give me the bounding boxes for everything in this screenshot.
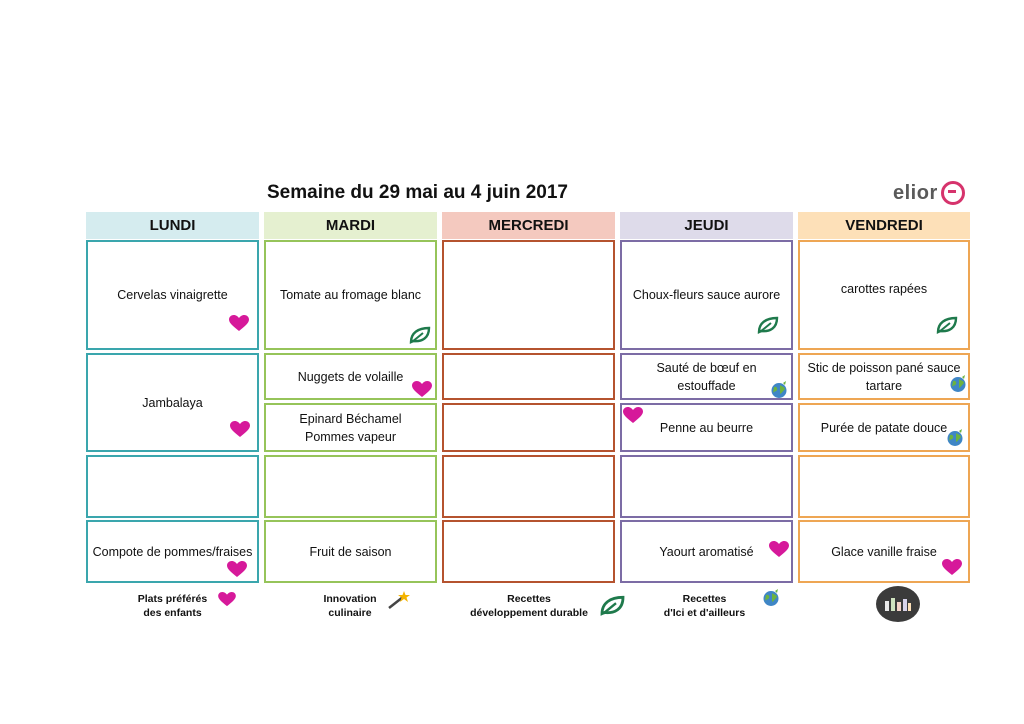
jeudi-fromage	[620, 455, 793, 518]
heart-icon	[942, 559, 962, 576]
globe-icon	[949, 375, 967, 393]
mardi-fromage	[264, 455, 437, 518]
legend-ailleurs-line-2: d'Ici et d'ailleurs	[663, 607, 746, 619]
legend-plats-preferes	[125, 592, 220, 620]
mardi-accompagnement	[264, 403, 437, 452]
mercredi-accompagnement	[442, 403, 615, 452]
mardi-dessert-text: Fruit de saison	[309, 544, 392, 559]
badge-icon	[876, 586, 920, 622]
jeudi-dessert	[620, 520, 793, 583]
jeudi-plat-line-1: Sauté de bœuf en	[656, 360, 757, 375]
city-skyline-icon	[883, 597, 913, 611]
legend-durable-line-1: Recettes	[507, 593, 551, 605]
heart-icon	[412, 381, 432, 398]
heart-icon	[218, 592, 236, 607]
legend-innovation	[310, 592, 390, 620]
legend-durable-line-2: développement durable	[470, 607, 588, 619]
jeudi-dessert-text: Yaourt aromatisé	[659, 544, 754, 559]
vendredi-accompagnement-text: Purée de patate douce	[820, 420, 948, 435]
vendredi-plat	[798, 353, 970, 400]
jeudi-plat-line-2: estouffade	[677, 378, 736, 393]
legend-ailleurs	[652, 592, 757, 620]
mardi-entree	[264, 240, 437, 350]
mardi-dessert	[264, 520, 437, 583]
lundi-dessert	[86, 520, 259, 583]
legend-innovation-line-2: culinaire	[328, 607, 372, 619]
leaf-icon	[757, 316, 779, 334]
header-mardi: MARDI	[264, 212, 437, 239]
brand-name: elior	[893, 181, 938, 204]
legend-innovation-line-1: Innovation	[323, 593, 377, 605]
elior-logo	[893, 180, 965, 206]
lundi-plat-text: Jambalaya	[142, 395, 203, 410]
mercredi-plat	[442, 353, 615, 400]
mercredi-fromage	[442, 455, 615, 518]
globe-icon	[946, 429, 964, 447]
vendredi-plat-line-2: tartare	[865, 378, 903, 393]
legend-durable	[460, 592, 598, 620]
jeudi-entree-text: Choux-fleurs sauce aurore	[632, 288, 781, 302]
mercredi-entree	[442, 240, 615, 350]
vendredi-entree-text: carottes rapées	[840, 282, 928, 296]
header-vendredi: VENDREDI	[798, 212, 970, 239]
vendredi-fromage	[798, 455, 970, 518]
mardi-accompagnement-line-2: Pommes vapeur	[304, 429, 396, 444]
vendredi-entree	[798, 240, 970, 350]
vendredi-plat-line-1: Stic de poisson pané sauce	[807, 360, 961, 375]
globe-icon	[770, 381, 788, 399]
mercredi-dessert	[442, 520, 615, 583]
heart-icon	[623, 407, 643, 424]
heart-icon	[229, 315, 249, 332]
legend-plats-preferes-line-1: Plats préférés	[137, 593, 208, 605]
vendredi-dessert-text: Glace vanille fraise	[831, 544, 937, 559]
header-lundi: LUNDI	[86, 212, 259, 239]
header-mercredi: MERCREDI	[442, 212, 615, 239]
page-title: Semaine du 29 mai au 4 juin 2017	[267, 182, 568, 203]
magic-wand-icon	[387, 590, 411, 610]
vendredi-dessert	[798, 520, 970, 583]
heart-icon	[227, 561, 247, 578]
heart-icon	[230, 421, 250, 438]
lundi-fromage	[86, 455, 259, 518]
leaf-icon	[409, 326, 431, 344]
lundi-dessert-text: Compote de pommes/fraises	[92, 544, 253, 559]
jeudi-entree	[620, 240, 793, 350]
lundi-entree-text: Cervelas vinaigrette	[117, 288, 228, 302]
mardi-accompagnement-line-1: Epinard Béchamel	[299, 411, 402, 426]
lundi-entree	[86, 240, 259, 350]
legend-ailleurs-line-1: Recettes	[682, 593, 727, 605]
mardi-entree-text: Tomate au fromage blanc	[279, 288, 422, 302]
jeudi-accompagnement	[620, 403, 793, 452]
leaf-icon	[936, 316, 958, 334]
jeudi-accompagnement-text: Penne au beurre	[659, 420, 754, 435]
mardi-plat	[264, 353, 437, 400]
jeudi-plat	[620, 353, 793, 400]
globe-icon	[762, 589, 780, 607]
legend-plats-preferes-line-2: des enfants	[143, 607, 202, 619]
mardi-plat-text: Nuggets de volaille	[297, 369, 404, 384]
heart-icon	[769, 541, 789, 558]
leaf-icon	[599, 595, 626, 616]
lundi-plat	[86, 353, 259, 452]
header-jeudi: JEUDI	[620, 212, 793, 239]
elior-logo-icon	[941, 181, 965, 205]
vendredi-accompagnement	[798, 403, 970, 452]
